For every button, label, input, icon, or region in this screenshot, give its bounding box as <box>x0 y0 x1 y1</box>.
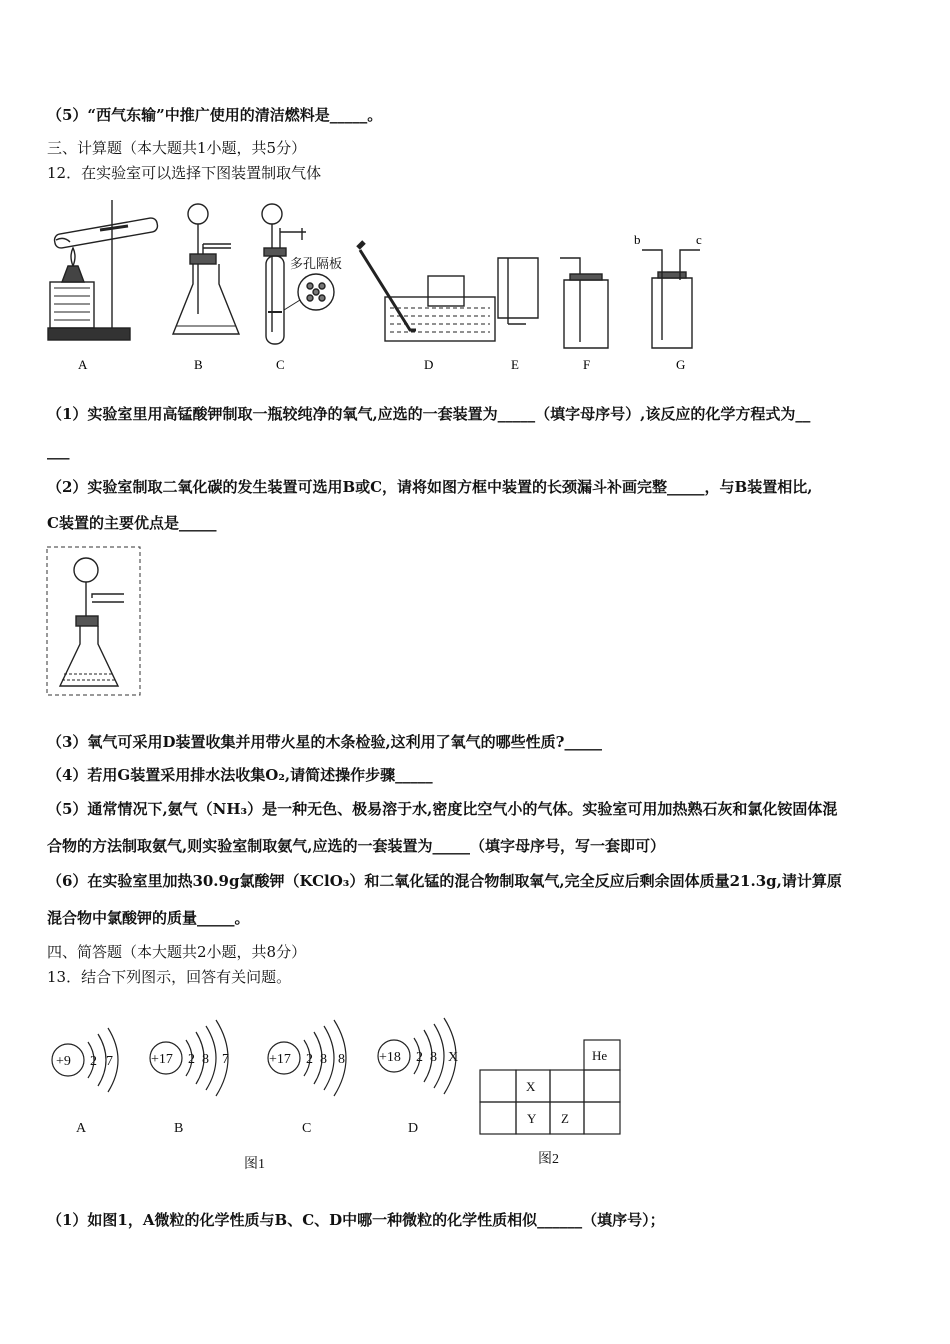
figure-2-caption: 图2 <box>538 1152 559 1167</box>
atom-d-shell-1: 2 <box>416 1050 423 1065</box>
atom-c-shell-1: 2 <box>306 1052 313 1067</box>
atom-a-label: A <box>76 1121 87 1136</box>
atom-b-shell-2: 8 <box>202 1052 209 1067</box>
apparatus-label-d: D <box>424 357 434 372</box>
apparatus-figure <box>40 192 730 382</box>
atom-c-shell-2: 8 <box>320 1052 327 1067</box>
apparatus-f <box>560 258 608 348</box>
atom-d-label: D <box>408 1121 419 1136</box>
atom-a-shell-1: 2 <box>90 1054 97 1069</box>
apparatus-b <box>173 204 239 334</box>
apparatus-g <box>642 250 700 348</box>
atom-c-label: C <box>302 1121 312 1136</box>
porous-plate-label: 多孔隔板 <box>290 256 343 271</box>
atom-c-nucleus: +17 <box>269 1052 291 1067</box>
periodic-y: Y <box>527 1111 537 1126</box>
atom-c-shell-3: 8 <box>338 1052 345 1067</box>
periodic-x: X <box>526 1079 536 1094</box>
atoms-figure <box>40 998 640 1178</box>
apparatus-a <box>48 200 158 340</box>
atom-b-shell-1: 2 <box>188 1052 195 1067</box>
apparatus-d <box>358 242 495 341</box>
incomplete-funnel-figure <box>46 546 142 698</box>
atom-a-shell-2: 7 <box>106 1054 113 1069</box>
question-12-2-line-b: C装置的主要优点是_____ <box>47 514 217 532</box>
question-12-2-line-a: （2）实验室制取二氧化碳的发生装置可选用B或C，请将如图方框中装置的长颈漏斗补画完整_____，与B装置相比, <box>47 478 813 496</box>
section-4-heading: 四、简答题（本大题共2小题，共8分） <box>47 943 307 961</box>
question-13-1: （1）如图1，A微粒的化学性质与B、C、D中哪一种微粒的化学性质相似______（填序号）； <box>47 1211 665 1229</box>
g-left-port-label: b <box>634 232 641 247</box>
atom-b-label: B <box>174 1121 184 1136</box>
question-12-1-line-b: ___ <box>47 442 70 460</box>
apparatus-label-a: A <box>78 357 88 372</box>
atom-d-shell-3: X <box>448 1050 459 1065</box>
question-12-6-line-b: 混合物中氯酸钾的质量_____。 <box>47 909 250 927</box>
atom-b-nucleus: +17 <box>151 1052 173 1067</box>
question-5-previous: （5）“西气东输”中推广使用的清洁燃料是_____。 <box>47 106 383 124</box>
periodic-z: Z <box>561 1111 569 1126</box>
question-12-1-line-a: （1）实验室里用高锰酸钾制取一瓶较纯净的氧气,应选的一套装置为_____（填字母序号）,该反应的化学方程式为__ <box>47 405 811 423</box>
question-12-5-line-b: 合物的方法制取氨气,则实验室制取氨气,应选的一套装置为_____（填字母序号，写一套即可） <box>47 837 665 855</box>
atom-b-shell-3: 7 <box>222 1052 229 1067</box>
atom-d-nucleus: +18 <box>379 1050 401 1065</box>
apparatus-label-f: F <box>583 357 591 372</box>
apparatus-label-c: C <box>276 357 285 372</box>
apparatus-e <box>498 258 538 324</box>
figure-1-caption: 图1 <box>244 1157 265 1172</box>
section-3-heading: 三、计算题（本大题共1小题，共5分） <box>47 139 307 157</box>
question-12-4: （4）若用G装置采用排水法收集O₂,请简述操作步骤_____ <box>47 766 433 784</box>
g-right-port-label: c <box>696 232 702 247</box>
apparatus-label-g: G <box>676 357 686 372</box>
question-12-3: （3）氧气可采用D装置收集并用带火星的木条检验,这利用了氧气的哪些性质?_____ <box>47 733 602 751</box>
question-12: 12．在实验室可以选择下图装置制取气体 <box>47 164 322 182</box>
question-12-6-line-a: （6）在实验室里加热30.9g氯酸钾（KClO₃）和二氧化锰的混合物制取氧气,完全反应后剩余固体质量21.3g,请计算原 <box>47 872 842 890</box>
periodic-he: He <box>592 1048 608 1063</box>
atom-a-nucleus: +9 <box>56 1054 71 1069</box>
apparatus-c <box>262 204 334 344</box>
atom-d-shell-2: 8 <box>430 1050 437 1065</box>
question-12-5-line-a: （5）通常情况下,氨气（NH₃）是一种无色、极易溶于水,密度比空气小的气体。实验室可用加热熟石灰和氯化铵固体混 <box>47 800 838 818</box>
apparatus-label-b: B <box>194 357 203 372</box>
question-13: 13．结合下列图示，回答有关问题。 <box>47 968 292 986</box>
apparatus-label-e: E <box>511 357 519 372</box>
